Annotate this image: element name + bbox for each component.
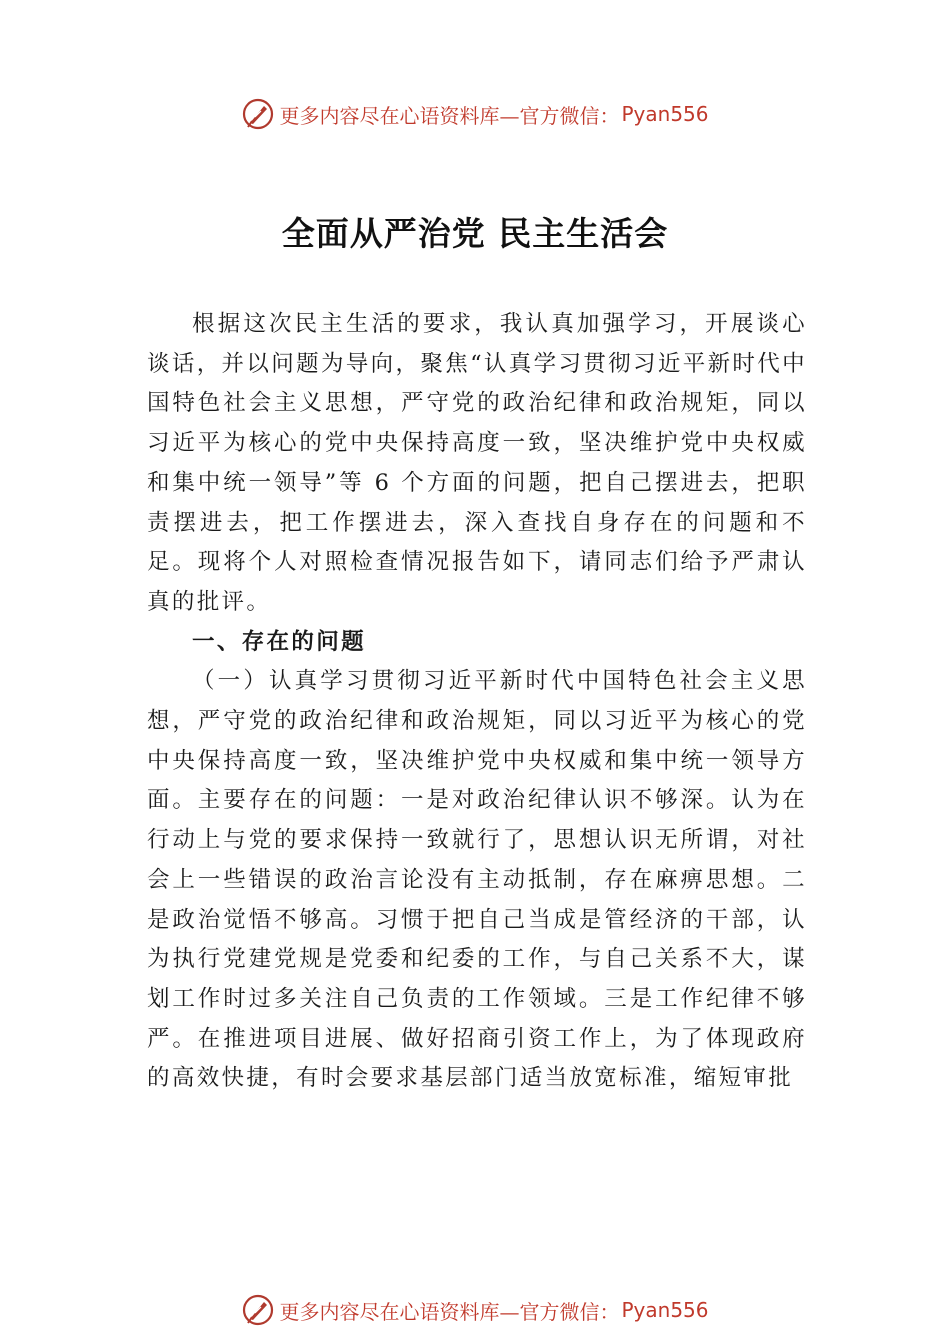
quill-pen-icon	[241, 1293, 275, 1327]
section-paragraph: （一）认真学习贯彻习近平新时代中国特色社会主义思想，严守党的政治纪律和政治规矩，同以习近平为核心的党中央保持高度一致，坚决维护党中央权威和集中统一领导方面。主要存在的问题：一是对政治纪律认识不够深。认为在行动上与党的要求保持一致就行了，思想认识无所谓，对社会上一些错误的政治言论没有主动抵制，存在麻痹思想。二是政治觉悟不够高。习惯于把自己当成是管经济的干部，认为执行党建党规是党委和纪委的工作，与自己关系不大，谋划工作时过多关注自己负责的工作领域。三是工作纪律不够严。在推进项目进展、做好招商引资工作上，为了体现政府的高效快捷，有时会要求基层部门适当放宽标准，缩短审批	[147, 668, 807, 1092]
intro-paragraph: 根据这次民主生活的要求，我认真加强学习，开展谈心谈话，并以问题为导向，聚焦“认真学习贯彻习近平新时代中国特色社会主义思想，严守党的政治纪律和政治规矩，同以习近平为核心的党中央保持高度一致，坚决维护党中央权威和集中统一领导”等 6 个方面的问题，把自己摆进去，把职责摆进去，把工作摆进去，深入查找自身存在的问题和不足。现将个人对照检查情况报告如下，请同志们给予严肃认真的批评。	[147, 311, 807, 615]
watermark-wechat-id: Pyan556	[621, 1298, 709, 1322]
document-title: 全面从严治党 民主生活会	[281, 214, 669, 253]
header-watermark	[0, 94, 950, 134]
watermark-wechat-id: Pyan556	[621, 102, 709, 126]
quill-pen-icon	[241, 97, 275, 131]
footer-watermark	[0, 1290, 950, 1330]
watermark-brand-text: 更多内容尽在心语资料库—官方微信：	[279, 103, 620, 128]
document-body	[147, 305, 807, 1099]
watermark-brand-text: 更多内容尽在心语资料库—官方微信：	[279, 1299, 620, 1324]
section-heading: 一、存在的问题	[192, 628, 366, 655]
